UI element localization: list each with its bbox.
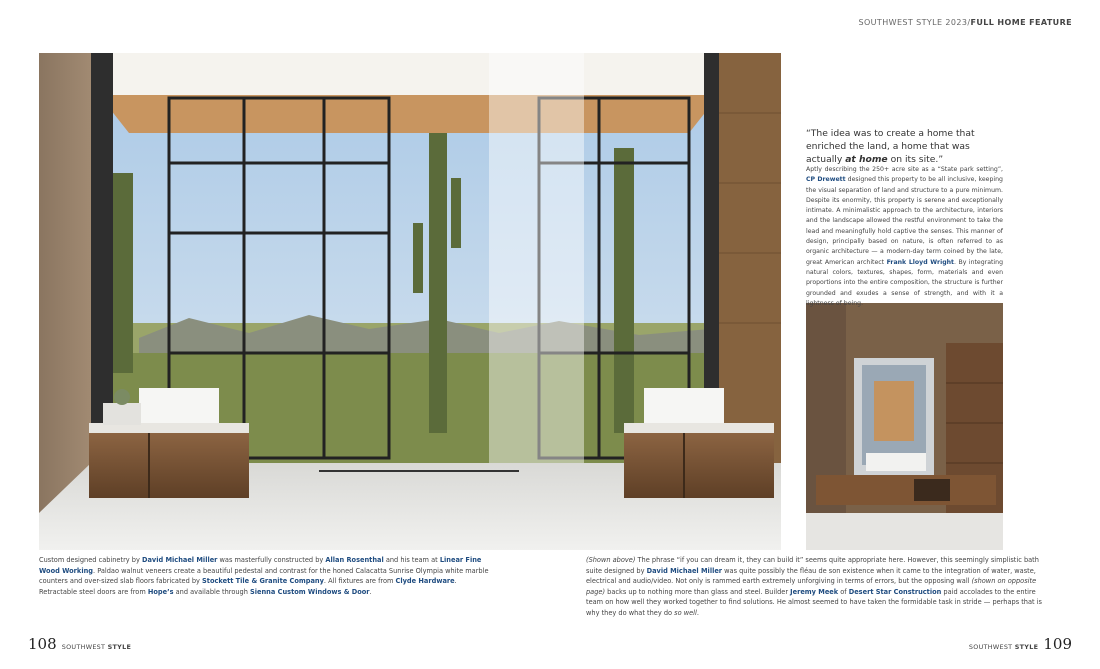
folio-right [969,634,1072,653]
caption-segment-highlight: Linear Fine Wood Working [39,556,482,575]
caption-segment: paid accolades to the entire team on how well they worked together to find solutions. He almost seemed to have taken the formidable task in stride — perhaps that is why they do what they do [586,587,1042,617]
bathroom-spread-photo [39,53,781,550]
caption-segment-highlight: David Michael Miller [141,556,218,564]
caption-segment-italic: so well [674,608,697,617]
quote-part2: on its site.” [887,154,944,165]
page-number-left: 108 [28,635,57,653]
caption-segment: The phrase “if you can dream it, they can build it” seems quite appropriate here. However, this seemingly simplistic bath suite designed by [586,556,1039,575]
magazine-name-right [969,643,1038,651]
magazine-name-text: SOUTHWEST [61,643,106,651]
quote-emphasis: at home [845,154,888,165]
caption-segment-highlight: Hope’s [147,587,174,596]
caption-segment: . [696,608,699,617]
caption-segment-highlight: Allan Rosenthal [325,556,384,564]
body-segment: designed this property to be all inclusive, keeping the visual separation of land and structure to a pure minimum. Despite its enormity, this property is serene and exceptionally intimate. A minimalistic approach to the architecture, interiors and the landscape allowed the restful environment to take the lead and meaningfully hold captive the senses. This manner of design, principally based on nature, is often referred to as organic architecture — a modern-day term coined by the late, great American architect [806,176,1003,266]
body-segment: . By integrating natural colors, textures, shapes, form, materials and even proportions into the entire composition, the structure is further grounded and exudes a sense of strength, and with it a lightness of being. [806,258,1003,307]
pull-quote [806,127,1003,166]
caption-segment: . Retractable steel doors are from [39,577,457,596]
running-header [859,18,1073,27]
caption-right [586,555,1048,618]
body-segment-highlight: Frank Lloyd Wright [886,258,954,266]
header-title: FULL HOME FEATURE [970,18,1072,27]
caption-segment: Custom designed cabinetry by [39,556,142,564]
magazine-name-bold: STYLE [1014,643,1039,651]
caption-segment: was masterfully constructed by [217,556,326,564]
bath-suite-photo [806,303,1003,550]
caption-segment: . Paldao walnut veneers create a beautiful pedestal and contrast for the honed Calacatta Sunrise Olympia white marble counters and over-sized slab floors fabricated by [39,566,489,585]
body-segment: Aptly describing the 250+ acre site as a “State park setting”, [806,166,1003,173]
caption-left [39,555,494,597]
caption-segment-highlight: Clyde Hardware [395,577,455,585]
bath-suite-illustration [806,303,1003,550]
page-number-right: 109 [1043,635,1072,653]
caption-segment-highlight: David Michael Miller [646,566,723,575]
caption-segment-highlight: Desert Star Construction [848,587,942,596]
bathroom-illustration [39,53,781,550]
folio-left [28,634,131,653]
caption-segment: backs up to nothing more than glass and steel. Builder [605,587,791,596]
quote-part1: “The idea was to create a home that enriched the land, a home that was actually [806,128,975,165]
caption-segment: and his team at [383,556,440,564]
magazine-name-bold: STYLE [107,643,132,651]
magazine-name-text: SOUTHWEST [968,643,1013,651]
caption-segment-highlight: Jeremy Meek [790,587,839,596]
caption-segment-italic: (shown on opposite page) [586,577,1037,596]
body-segment-highlight: CP Drewett [806,176,846,184]
caption-segment: was quite possibly the fléau de son existence when it came to the integration of water, waste, electrical and audio/video. Not only is rammed earth extremely unforgiving in terms of errors, but the opposing wall [586,566,1036,585]
caption-segment-highlight: Stockett Tile & Granite Company [202,577,324,585]
caption-segment: and available through [173,587,250,596]
article-body [806,165,1003,309]
header-prefix: SOUTHWEST STYLE 2023/ [858,18,971,27]
caption-segment-highlight: Sienna Custom Windows & Door [250,587,370,596]
caption-segment-italic: (Shown above) [586,556,636,564]
magazine-name-left [62,643,131,651]
caption-segment: of [838,587,849,596]
caption-segment: . All fixtures are from [323,577,396,585]
caption-segment: . [369,587,372,596]
